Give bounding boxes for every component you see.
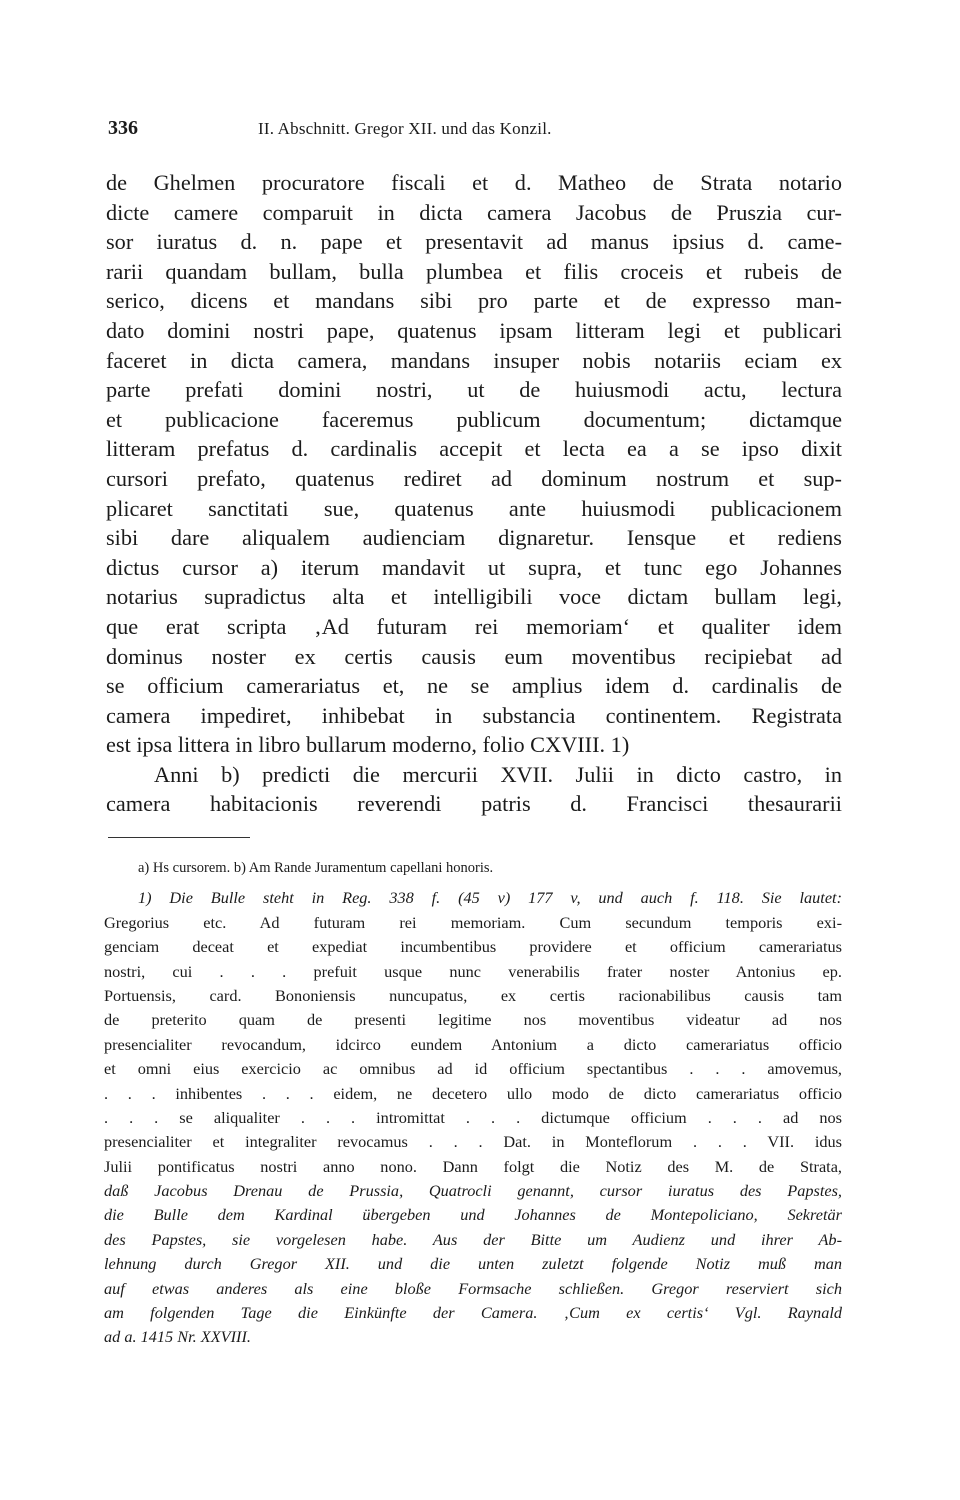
text-line: camera impediret, inhibebat in substancia continentem. Registrata <box>106 702 842 728</box>
footnote-line: auf etwas anderes als eine bloße Formsache schließen. Gregor reserviert sich <box>104 1278 842 1298</box>
text-line: cursori prefato, quatenus rediret ad dominum nostrum et sup- <box>106 465 842 491</box>
footnote-line: daß Jacobus Drenau de Prussia, Quatrocli genannt, cursor iuratus des Papstes, <box>104 1181 842 1201</box>
footnote-line: genciam deceat et expediat incumbentibus providere et officium camerariatus <box>104 937 842 957</box>
text-line: et publicacione faceremus publicum documentum; dictamque <box>106 406 842 432</box>
text-line: est ipsa littera in libro bullarum moderno, folio CXVIII. 1) <box>106 732 630 758</box>
footnote-line: Portuensis, card. Bononiensis nuncupatus, ex certis racionabilibus causis tam <box>104 985 842 1005</box>
text-line: se officium camerariatus et, ne se amplius idem d. cardinalis de <box>106 673 842 699</box>
running-head <box>108 116 843 141</box>
footnote-line: de preterito quam de presenti legitime nos moventibus videatur ad nos <box>104 1010 842 1030</box>
text-line: de Ghelmen procuratore fiscali et d. Matheo de Strata notario <box>106 170 842 195</box>
text-line: sibi dare aliqualem audienciam dignaretur. Iensque et rediens <box>106 525 842 551</box>
footnote-line: . . . inhibentes . . . eidem, ne decetero ullo modo de dicto camerariatus officio <box>104 1083 842 1103</box>
footnote-line: lehnung durch Gregor XII. und die unten zuletzt folgende Notiz muß man <box>104 1254 842 1274</box>
text-line: plicaret sanctitati sue, quatenus ante huiusmodi publicacionem <box>106 495 842 521</box>
paragraph-start-line: Anni b) predicti die mercurii XVII. Julii in dicto castro, in <box>154 761 842 787</box>
main-text <box>106 168 842 819</box>
text-line: faceret in dicta camera, mandans insuper nobis notariis eciam ex <box>106 347 842 373</box>
footnote-line: die Bulle dem Kardinal übergeben und Johannes de Montepoliciano, Sekretär <box>104 1205 842 1225</box>
text-line: dato domini nostri pape, quatenus ipsam litteram legi et publicari <box>106 317 842 343</box>
footnote-line: des Papstes, sie vorgelesen habe. Aus der Bitte um Audienz und ihrer Ab- <box>104 1229 842 1249</box>
page-number: 336 <box>108 117 138 139</box>
critical-apparatus: a) Hs cursorem. b) Am Rande Juramentum capellani honoris. <box>138 860 494 876</box>
footnote-line: ad a. 1415 Nr. XXVIII. <box>104 1327 251 1347</box>
text-line: sor iuratus d. n. pape et presentavit ad manus ipsius d. came- <box>106 229 842 255</box>
footnote-line: am folgenden Tage die Einkünfte der Camera. ‚Cum ex certis‘ Vgl. Raynald <box>104 1303 842 1323</box>
footnote-line: presencialiter revocandum, idcirco eundem Antonium a dicto camerariatus officio <box>104 1034 842 1054</box>
text-line: litteram prefatus d. cardinalis accepit et lecta ea a se ipso dixit <box>106 436 842 462</box>
text-line: camera habitacionis reverendi patris d. Francisci thesaurarii <box>106 791 842 817</box>
footnote-line: nostri, cui . . . prefuit usque nunc venerabilis frater noster Antonius ep. <box>104 961 842 981</box>
text-line: serico, dicens et mandans sibi pro parte et de expresso man- <box>106 288 842 314</box>
footnote-line: Julii pontificatus nostri anno nono. Dann folgt die Notiz des M. de Strata, <box>104 1156 842 1176</box>
text-line: que erat scripta ‚Ad futuram rei memoriam‘ et qualiter idem <box>106 613 842 639</box>
footnote-line: presencialiter et integraliter revocamus . . . Dat. in Monteflorum . . . VII. idus <box>104 1132 842 1152</box>
footnote-line: et omni eius exercicio ac omnibus ad id officium spectantibus . . . amovemus, <box>104 1059 842 1079</box>
text-line: rarii quandam bullam, bulla plumbea et filis croceis et rubeis de <box>106 258 842 284</box>
text-line: notarius supradictus alta et intelligibili voce dictam bullam legi, <box>106 584 842 610</box>
text-line: dicte camere comparuit in dicta camera Jacobus de Pruszia cur- <box>106 199 842 225</box>
text-line: dominus noster ex certis causis eum moventibus recipiebat ad <box>106 643 842 669</box>
footnote-rule <box>108 837 250 838</box>
running-title: II. Abschnitt. Gregor XII. und das Konzil. <box>258 119 552 138</box>
footnotes <box>104 856 842 1350</box>
text-line: parte prefati domini nostri, ut de huiusmodi actu, lectura <box>106 377 842 403</box>
footnote-line: Gregorius etc. Ad futuram rei memoriam. Cum secundum temporis exi- <box>104 912 842 932</box>
footnote-line: . . . se aliqualiter . . . intromittat . . . dictumque officium . . . ad nos <box>104 1107 842 1127</box>
text-line: dictus cursor a) iterum mandavit ut supra, et tunc ego Johannes <box>106 554 842 580</box>
footnote-line: 1) Die Bulle steht in Reg. 338 f. (45 v) 177 v, und auch f. 118. Sie lautet: <box>138 888 842 908</box>
